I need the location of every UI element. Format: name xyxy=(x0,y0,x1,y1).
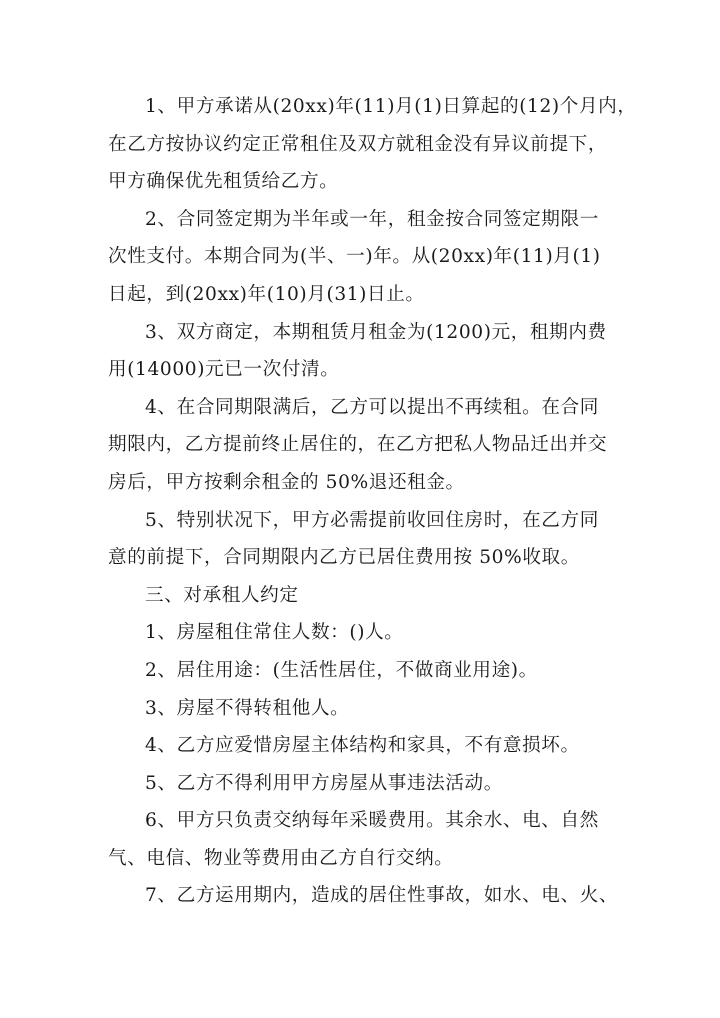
paragraph-line: 三、对承租人约定 xyxy=(145,584,299,606)
paragraph-line: 7、乙方运用期内，造成的居住性事故，如水、电、火、 xyxy=(145,885,619,907)
paragraph xyxy=(108,502,618,577)
paragraph xyxy=(108,314,618,389)
paragraph-line: 1、房屋租住常住人数：()人。 xyxy=(145,622,404,644)
paragraph xyxy=(108,389,618,502)
paragraph-line: 用(14000)元已一次付清。 xyxy=(108,359,340,381)
paragraph-line: 5、乙方不得利用甲方房屋从事违法活动。 xyxy=(145,772,503,794)
paragraph-line: 期限内，乙方提前终止居住的，在乙方把私人物品迁出并交 xyxy=(108,434,608,456)
paragraph-line: 2、居住用途：(生活性居住，不做商业用途)。 xyxy=(145,659,538,681)
paragraph-line: 2、合同签定期为半年或一年，租金按合同签定期限一 xyxy=(145,208,599,230)
paragraph-line: 意的前提下，合同期限内乙方已居住费用按 50%收取。 xyxy=(108,547,580,569)
paragraph-line: 日起，到(20xx)年(10)月(31)日止。 xyxy=(108,283,425,305)
paragraph xyxy=(108,577,618,615)
paragraph xyxy=(108,614,618,652)
paragraph-line: 4、乙方应爱惜房屋主体结构和家具，不有意损坏。 xyxy=(145,735,580,757)
document-body xyxy=(108,88,637,915)
paragraph xyxy=(108,652,618,690)
paragraph-line: 次性支付。本期合同为(半、一)年。从(20xx)年(11)月(1) xyxy=(108,246,601,268)
paragraph-line: 房后，甲方按剩余租金的 50%退还租金。 xyxy=(108,471,465,493)
paragraph-line: 1、甲方承诺从(20xx)年(11)月(1)日算起的(12)个月内， xyxy=(145,96,637,117)
paragraph-line: 6、甲方只负责交纳每年采暖费用。其余水、电、自然 xyxy=(145,810,599,832)
paragraph xyxy=(108,877,618,915)
paragraph xyxy=(108,802,618,877)
paragraph xyxy=(108,201,618,314)
paragraph-line: 3、双方商定，本期租赁月租金为(1200)元，租期内费 xyxy=(145,321,607,343)
paragraph xyxy=(108,88,637,201)
paragraph-line: 甲方确保优先租赁给乙方。 xyxy=(108,171,339,193)
paragraph-line: 在乙方按协议约定正常租住及双方就租金没有异议前提下， xyxy=(108,133,608,155)
paragraph-line: 5、特别状况下，甲方必需提前收回住房时，在乙方同 xyxy=(145,509,599,531)
paragraph-line: 4、在合同期限满后，乙方可以提出不再续租。在合同 xyxy=(145,396,599,418)
paragraph-line: 气、电信、物业等费用由乙方自行交纳。 xyxy=(108,847,454,869)
paragraph-line: 3、房屋不得转租他人。 xyxy=(145,697,350,719)
paragraph xyxy=(108,765,618,803)
paragraph xyxy=(108,690,618,728)
paragraph xyxy=(108,727,618,765)
